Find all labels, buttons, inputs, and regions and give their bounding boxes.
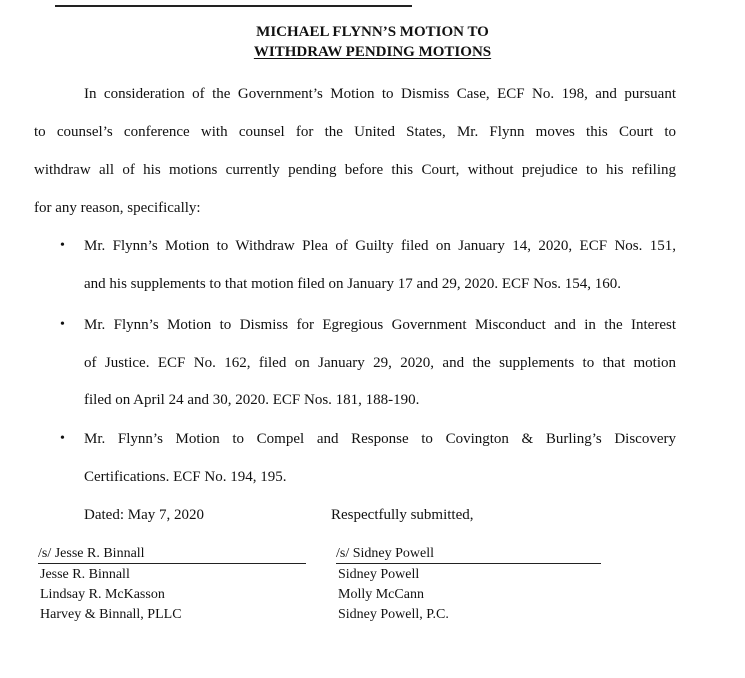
signer-left-firm: Harvey & Binnall, PLLC — [40, 607, 182, 622]
signer-left-associate: Lindsay R. McKasson — [40, 587, 165, 602]
top-rule — [55, 0, 412, 7]
closing-line: Respectfully submitted, — [331, 507, 474, 523]
signer-left-name: Jesse R. Binnall — [40, 567, 130, 582]
document-title-line2 — [0, 44, 745, 61]
bullet-3-line-2: Certifications. ECF No. 194, 195. — [84, 469, 287, 485]
signature-left: /s/ Jesse R. Binnall — [38, 546, 145, 561]
bullet-2-line-3: filed on April 24 and 30, 2020. ECF Nos. 181, 188-190. — [84, 392, 420, 408]
signer-right-firm: Sidney Powell, P.C. — [338, 607, 449, 622]
bullet-icon: • — [60, 317, 65, 332]
bullet-1-line-2: and his supplements to that motion filed on January 17 and 29, 2020. ECF Nos. 154, 160. — [84, 276, 622, 292]
signer-right-name: Sidney Powell — [338, 567, 420, 582]
dated-line: Dated: May 7, 2020 — [84, 507, 204, 523]
signature-line-left — [38, 546, 306, 564]
signer-right-associate: Molly McCann — [338, 587, 424, 602]
bullet-icon: • — [60, 431, 65, 446]
bullet-2-line-1: Mr. Flynn’s Motion to Dismiss for Egregious Government Misconduct and in the Interest — [84, 317, 676, 333]
intro-line-1: In consideration of the Government’s Motion to Dismiss Case, ECF No. 198, and pursuant — [84, 86, 676, 102]
intro-line-2: to counsel’s conference with counsel for the United States, Mr. Flynn moves this Court to — [34, 124, 676, 140]
bullet-2-line-2: of Justice. ECF No. 162, filed on January 29, 2020, and the supplements to that motion — [84, 355, 676, 371]
document-title-line1: MICHAEL FLYNN’S MOTION TO — [256, 24, 489, 40]
bullet-1-line-1: Mr. Flynn’s Motion to Withdraw Plea of Guilty filed on January 14, 2020, ECF Nos. 151, — [84, 238, 676, 254]
document-title-underlined: WITHDRAW PENDING MOTIONS — [253, 44, 492, 60]
bullet-3-line-1: Mr. Flynn’s Motion to Compel and Response to Covington & Burling’s Discovery — [84, 431, 676, 447]
intro-line-4: for any reason, specifically: — [34, 200, 201, 216]
signature-right: /s/ Sidney Powell — [336, 546, 435, 561]
signature-line-right — [336, 546, 601, 564]
intro-line-3: withdraw all of his motions currently pending before this Court, without prejudice to his refiling — [34, 162, 676, 178]
bullet-icon: • — [60, 238, 65, 253]
